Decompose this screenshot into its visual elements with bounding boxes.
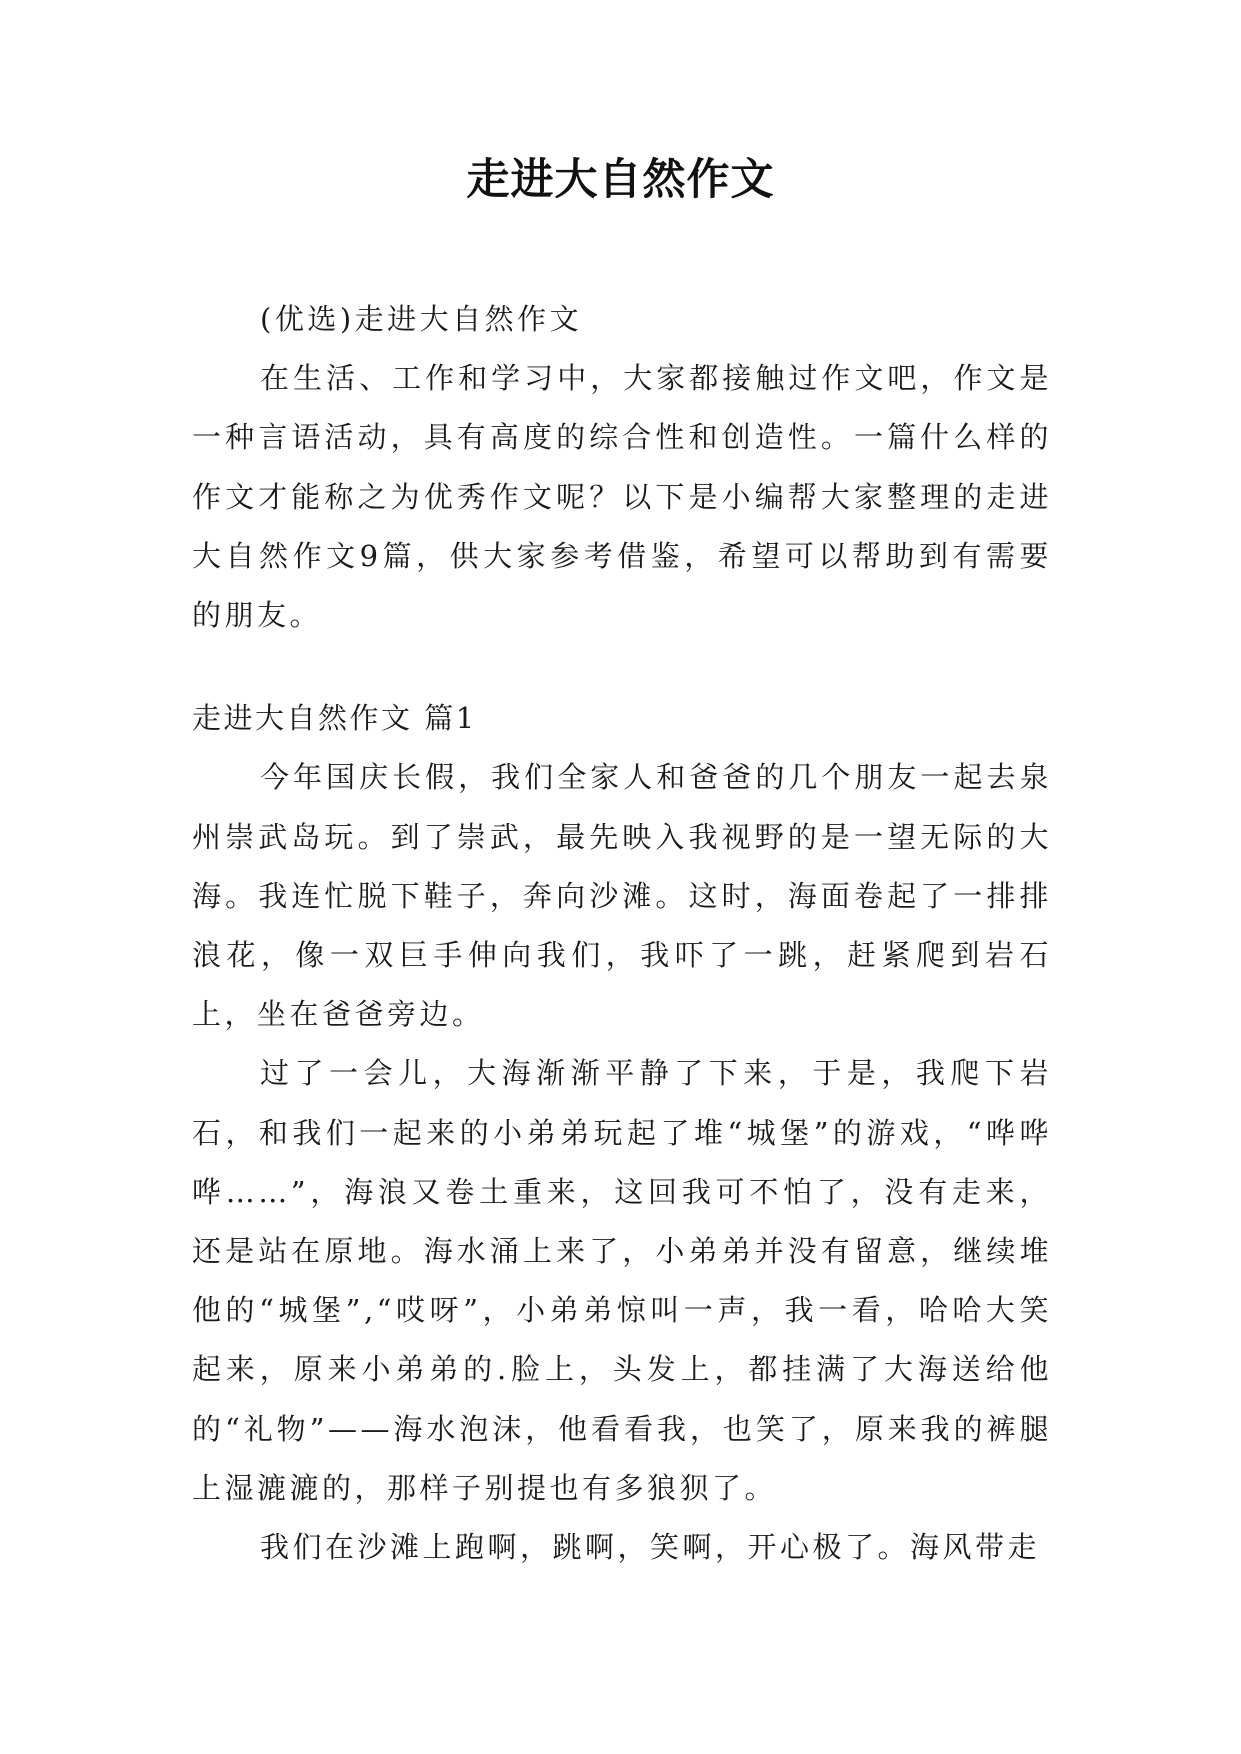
section-1 bbox=[192, 689, 1052, 1577]
document-subtitle: (优选)走进大自然作文 bbox=[260, 302, 583, 336]
intro-paragraph: 在生活、工作和学习中，大家都接触过作文吧，作文是一种言语活动，具有高度的综合性和创造性。一篇什么样的作文才能称之为优秀作文呢？以下是小编帮大家整理的走进大自然作文9篇，供大家参考借鉴，希望可以帮助到有需要的朋友。 bbox=[192, 361, 1052, 633]
section-paragraph-3: 我们在沙滩上跑啊，跳啊，笑啊，开心极了。海风带走 bbox=[260, 1530, 1041, 1565]
section-paragraph-1: 今年国庆长假，我们全家人和爸爸的几个朋友一起去泉州崇武岛玩。到了崇武，最先映入我视野的是一望无际的大海。我连忙脱下鞋子，奔向沙滩。这时，海面卷起了一排排浪花，像一双巨手伸向我们，我吓了一跳，赶紧爬到岩石上，坐在爸爸旁边。 bbox=[192, 760, 1052, 1032]
section-paragraph-2: 过了一会儿，大海渐渐平静了下来，于是，我爬下岩石，和我们一起来的小弟弟玩起了堆“城堡”的游戏，“哗哗哗……”，海浪又卷土重来，这回我可不怕了，没有走来，还是站在原地。海水涌上来了，小弟弟并没有留意，继续堆他的“城堡”,“哎呀”，小弟弟惊叫一声，我一看，哈哈大笑起来，原来小弟弟的.脸上，头发上，都挂满了大海送给他的“礼物”——海水泡沫，他看看我，也笑了，原来我的裤腿上湿漉漉的，那样子别提也有多狼狈了。 bbox=[192, 1056, 1052, 1505]
document-title: 走进大自然作文 bbox=[466, 155, 775, 205]
document-body bbox=[192, 290, 1052, 1577]
section-heading: 走进大自然作文 篇1 bbox=[192, 701, 477, 736]
